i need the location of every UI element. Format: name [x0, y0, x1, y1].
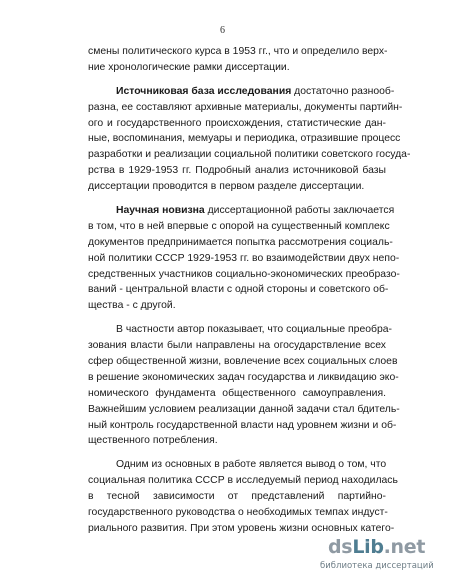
text-line: средственных участников социально-экономических преобразо-: [88, 268, 400, 280]
text-line: смены политического курса в 1953 гг., что и определило верх-: [88, 46, 388, 57]
text-line: государственного руководства о необходимых темпах индуст-: [88, 507, 388, 519]
text-line: щественного потребления.: [88, 435, 218, 447]
text-line: диссертации проводится в первом разделе диссертации.: [88, 181, 365, 193]
text-line: ной политики СССР 1929-1953 гг. во взаимодействии двух непо-: [88, 252, 400, 264]
page-number: 6: [220, 25, 225, 36]
text-line: Научная новизна диссертационной работы заключается: [116, 205, 395, 217]
text-line: разна, ее составляют архивные материалы, документы партийн-: [88, 101, 403, 113]
text-line: номического фундамента общественного самоуправления.: [88, 387, 386, 399]
text-line: в тесной зависимости от представлений партийно-: [88, 491, 386, 503]
text-line: ный контроль государственной власти над уровнем жизни и об-: [88, 419, 397, 431]
text-line: социальная политика СССР в исследуемый период находилась: [88, 475, 398, 487]
document-body: [88, 44, 411, 537]
dslib-watermark: [320, 536, 442, 576]
text-line: сфер общественной жизни, вовлечение всех социальных слоев: [88, 356, 398, 368]
text-line: ние хронологические рамки диссертации.: [88, 61, 290, 73]
section-heading-novelty: Научная новизна: [116, 205, 205, 217]
text-line: Важнейшим условием реализации данной задачи стал бдитель-: [88, 403, 400, 415]
text-line: ные, воспоминания, мемуары и периодика, отразившие процесс: [88, 133, 401, 145]
text-line: ваний - центральной власти с одной стороны и советского об-: [88, 284, 389, 296]
text-line: Одним из основных в работе является вывод о том, что: [116, 459, 387, 471]
text-line: ого и государственного происхождения, статистические дан-: [88, 117, 386, 129]
text-line: в том, что в ней впервые с опорой на существенный комплекс: [88, 220, 390, 232]
text-line: в решение экономических задач государства и ликвидацию эко-: [88, 371, 399, 383]
text-line: рства в 1929-1953 гг. Подробный анализ источниковой базы: [88, 165, 386, 177]
watermark-tagline: библиотека диссертаций: [320, 561, 434, 571]
text-line: В частности автор показывает, что социальные преобра-: [116, 324, 392, 336]
text-line: Источниковая база исследования достаточно разнооб-: [116, 85, 395, 97]
dslib-logo: dsLib.net: [328, 536, 426, 558]
text-line: документов предпринимается попытка рассмотрения социаль-: [88, 236, 393, 248]
section-heading-sources: Источниковая база исследования: [116, 85, 292, 97]
text-line: разработки и реализации социальной политики советского госуда-: [88, 149, 411, 161]
text-line: риального развития. При этом уровень жизни основных катего-: [88, 522, 395, 534]
text-line: щества - с другой.: [88, 300, 176, 312]
text-line: зования власти были направлены на огосударствление всех: [88, 340, 386, 352]
